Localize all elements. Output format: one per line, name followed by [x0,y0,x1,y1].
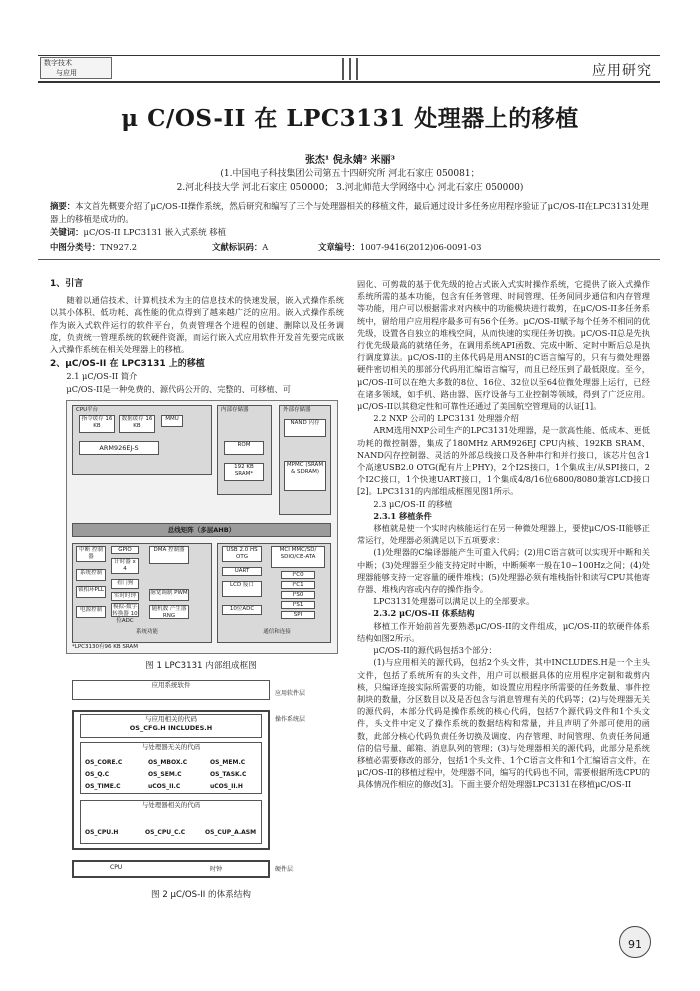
heading-section-2-2: 2.2 NXP 公司的 LPC3131 处理器介绍 [373,413,519,424]
journal-logo [40,57,112,79]
abstract-text: 本文首先概要介绍了μC/OS-II操作系统，然后研究和编写了三个与处理器相关的移植文件，最后通过设计多任务应用程序验证了μC/OS-II在LPC3131处理器上的移植是成功的。 [50,201,649,224]
pll-block: 锁相环PLL [76,586,106,598]
file-os-core: OS_CORE.C [85,759,123,766]
heading-section-2-3-1: 2.3.1 移植条件 [373,510,432,521]
icache-block: 指令缓存 16 KB [79,415,115,433]
system-functions-label: 系统功能 [135,629,158,635]
paragraph-2-1-cont: 固化、可剪裁的基于优先级的抢占式嵌入式实时操作系统，它提供了嵌入式操作系统所需的基本功能，包含有任务管理、时间管理、任务间同步通信和内存管理等功能，用户可以根据需求对内核中的功能模块进行裁剪，在μC/OS-II多任务系统中，留给用户应用程序最多可有56个任务。μC/OS-II赋予每个任务不相同的优先级，设置各自独立的堆栈空间，从而快速的实现任务切换。μC/OS-II总是先执行优先级最高的就绪任务，在调用系统API函数、完成中断、定时中断后总是执行调度算法。μC/OS-II的主体代码是用ANSI的C语言编写的，只有与微处理器硬件密切相关的那部分代码用汇编语言编写，而且已经压到了最低限度。至今，μC/OS-II可以在绝大多数的8位、16位、32位以至64位微处理器上运行，已经在诸多领域，如手机、路由器、医疗设备与工业控制等领域，得到了广泛应用。μC/OS-II以其稳定性和可靠性还通过了美国航空管理局的认证[1]。 [357,279,650,412]
header-bar [356,58,358,80]
paragraph-2-3-2-parts: μC/OS-II的源代码包括3个部分： [373,645,497,656]
timers-block: 计时器 x 4 [111,558,139,574]
independent-code-title: 与处理器无关的代码 [141,743,201,751]
arm-core-block: ARM926EJ-S [79,441,159,455]
keywords-label: 关键词： [50,227,84,237]
hw-cpu: CPU [110,864,123,871]
dac-block: 10位ADC [222,605,262,615]
paragraph-2-3-1-list: (1)处理器的C编译器能产生可重入代码；(2)用C语言就可以实现开中断和关中断；(3)处理器至少能支持定时中断，中断频率一般在10~100Hz之间；(4)处理器能够支持一定容量的硬件堆栈；(5)处理器必须有堆栈指针和读写CPU其他寄存器、堆栈内容或内存的操作指令。 [357,547,650,595]
heading-section-2: 2、μC/OS-II 在 LPC3131 上的移植 [50,359,205,370]
file-ucos-ii-h: uCOS_II.H [210,783,243,790]
section-title: 应用研究 [592,63,652,79]
mmu-block: MMU [161,415,183,427]
page-number: 91 [619,926,651,958]
file-os-mem: OS_MEM.C [210,759,246,766]
os-layer-label: 操作系统层 [275,716,306,723]
file-os-cpu-c: OS_CPU_C.C [145,829,186,836]
external-memory-block: 外部存储器 [279,405,331,515]
paper-title: μ C/OS-II 在 LPC3131 处理器上的移植 [121,105,579,132]
affiliation-2: 2.河北科技大学 河北石家庄 050000； 3.河北师范大学网络中心 河北石家庄 050000) [176,183,524,193]
heading-section-2-3-2: 2.3.2 μC/OS-II 体系结构 [373,608,475,619]
heading-section-2-3: 2.3 μC/OS-II 的移植 [373,498,453,509]
heading-section-2-1: 2.1 μC/OS-II 简介 [66,371,138,382]
paragraph-2-3-1: 移植就是使一个实时内核能运行在另一种微处理器上，要使μC/OS-II能够正常运行，处理器必须满足以下五项要求： [357,523,650,546]
paragraph-2-3-1-conclusion: LPC3131处理器可以满足以上的全部要求。 [373,596,535,607]
rtc-block: 实时时钟 [111,592,139,601]
adc-block: 模拟-数字 转换器 10位ADC [112,604,138,624]
affiliation-1: (1.中国电子科技集团公司第五十四研究所 河北石家庄 050081； [220,169,480,179]
abstract [50,200,650,239]
mci-block: MCI MMC/SD/ SDIO/CE-ATA [271,546,325,568]
abstract-label: 摘要： [50,201,76,211]
paragraph-2-1: μC/OS-II是一种免费的、源代码公开的、完整的、可移植、可 [66,383,291,394]
power-control-block: 电源控制 [76,606,106,618]
application-software-box: 应用系统软件 [72,680,270,700]
uart-block: UART [222,567,262,576]
right-column [357,278,650,791]
i2c1-block: I²C1 [281,581,315,589]
figure-2-caption: 图 2 μC/OS-II 的体系结构 [151,890,251,900]
dcache-block: 数据缓存 16 KB [119,415,155,433]
header-bar [342,58,344,80]
interrupt-controller-block: 中断 控制器 [76,546,106,562]
pwm-block: 脉宽调制 PWM [149,589,189,601]
file-os-q: OS_Q.C [85,771,110,778]
communication-label: 通信和连接 [263,629,291,635]
file-os-cpu-h: OS_CPU.H [85,829,119,836]
file-os-task: OS_TASK.C [210,771,247,778]
meta-rule [38,259,660,260]
keywords: μC/OS-II LPC3131 嵌入式系统 移植 [83,227,227,237]
application-layer-label: 应用软件层 [275,690,306,697]
heading-intro: 1、引言 [50,279,84,289]
nand-block: NAND 闪存 [284,419,326,437]
journal-name-line1: 数字技术 [44,59,72,67]
paragraph-2-3-2-details: (1)与应用相关的源代码，包括2个头文件，其中INCLUDES.H是一个主头文件，包括了系统所有的头文件，用户可以根据具体的应用程序定制和裁剪内核，只编译连接实际所需要的功能，如设置应用程序所需要的任务数量、事件控制块的数量，分区数目以及是否包含与消息管理有关的代码等；(2)与处理器无关的源代码，本部分代码是操作系统的核心代码，包括7个源代码文件和1个头文件，头文件中定义了操作系统的数据结构和常量，并且声明了外部可使用的函数，此部分核心代码负责任务切换及调度、内存管理、时间管理、负责任务间通信的信号量、邮箱、消息队列的管理；(3)与处理器相关的源代码，此部分是系统移植必需要修改的部分，包括1个头文件、1个C语言文件和1个汇编语言文件，在μC/OS-II的移植过程中，处理器不同，编写的代码也不同，需要根据所选CPU的具体情况作相应的修改[3]。下面主要介绍处理器LPC3131在移植μC/OS-II [357,657,650,790]
app-code-title: 与应用相关的代码 [145,715,197,723]
spi-block: SPI [281,611,315,619]
paragraph-2-3-2: 移植工作开始前首先要熟悉μC/OS-II的文件组成，μC/OS-II的软硬件体系结构如图2所示。 [357,620,650,643]
internal-memory-block: 内部存储器 [217,405,272,495]
article-number: 文章编号：1007-9416(2012)06-0091-03 [318,242,482,252]
usb-otg-block: USB 2.0 HS OTG [222,546,262,562]
dma-controller-block: DMA 控制器 [149,546,189,564]
file-ucos-ii-c: uCOS_II.C [148,783,181,790]
file-os-cpu-asm: OS_CUP_A.ASM [205,829,257,836]
journal-name-line2: 与应用 [56,69,77,77]
figure-note: *LPC3130有96 KB SRAM [72,644,138,650]
document-code: 文献标识码：A [212,242,269,252]
header-rule-bottom [38,81,660,83]
i2c0-block: I²C0 [281,571,315,579]
processor-dependent-code-box [80,800,262,844]
lcd-interface-block: LCD 接口 [222,581,262,597]
paragraph-intro: 随着以通信技术、计算机技术为主的信息技术的快速发展，嵌入式操作系统以其小体积、低功耗、高性能的优点得到了越来越广泛的应用。嵌入式操作系统作为嵌入式软件运行的软件平台，负责管理各个进程的创建、删除以及任务调度，负责统一管理系统的软硬件资源，而运行嵌入式应用软件开发首先要完成嵌入式操作系统在相关处理器上的移植。 [50,295,344,355]
dependent-code-title: 与处理器相关的代码 [141,801,201,809]
header-rule-top [38,55,660,56]
file-os-time: OS_TIME.C [85,783,121,790]
rng-block: 随机数 产生器RNG [149,605,189,619]
figure-lpc3131-block-diagram [66,400,338,654]
rom-block: ROM [224,441,264,455]
app-code-files: OS_CFG.H INCLUDES.H [129,724,213,732]
i2s0-block: I²S0 [281,591,315,599]
hardware-layer-label: 硬件层 [275,866,294,873]
clc-number: 中图分类号：TN927.2 [50,242,138,252]
cpu-platform-block: CPU平台 [72,405,212,475]
file-os-sem: OS_SEM.C [148,771,182,778]
app-code-box [80,714,262,738]
hw-timer: 时钟 [210,866,223,873]
authors: 张杰¹ 倪永婧² 米丽³ [304,155,396,166]
mpmc-block: MPMC (SRAM & SDRAM) [284,461,326,491]
paragraph-2-2: ARM选用NXP公司生产的LPC3131处理器，是一款高性能、低成本、更低功耗的微控制器，集成了180MHz ARM926EJ CPU内核、192KB SRAM、NAND闪存控制器、灵活的外部总线接口及各种串行和并行接口，该芯片包含1个高速USB2.0 OTG(配有片上PHY)，2个I2S接口，1个集成主/从SPI接口，2个I2C接口，1个快速UART接口，1个集成4/8/16位6800/8080兼容LCD接口[2]。LPC3131的内部组成框图见图1所示。 [357,425,650,497]
sram-block: 192 KB SRAM* [224,463,264,481]
bus-matrix-block: 总线矩阵（多层AHB） [72,523,331,537]
left-column [50,278,344,395]
figure-ucos-architecture [70,680,330,880]
figure-1-caption: 图 1 LPC3131 内部组成框图 [145,661,257,671]
watchdog-block: 看门狗 [111,579,139,589]
system-control-block: 系统控制 [76,569,106,581]
i2s1-block: I²S1 [281,601,315,609]
hardware-box [72,860,270,878]
file-os-mbox: OS_MBOX.C [148,759,188,766]
header-bar [349,58,351,80]
gpio-block: GPIO [111,546,139,554]
